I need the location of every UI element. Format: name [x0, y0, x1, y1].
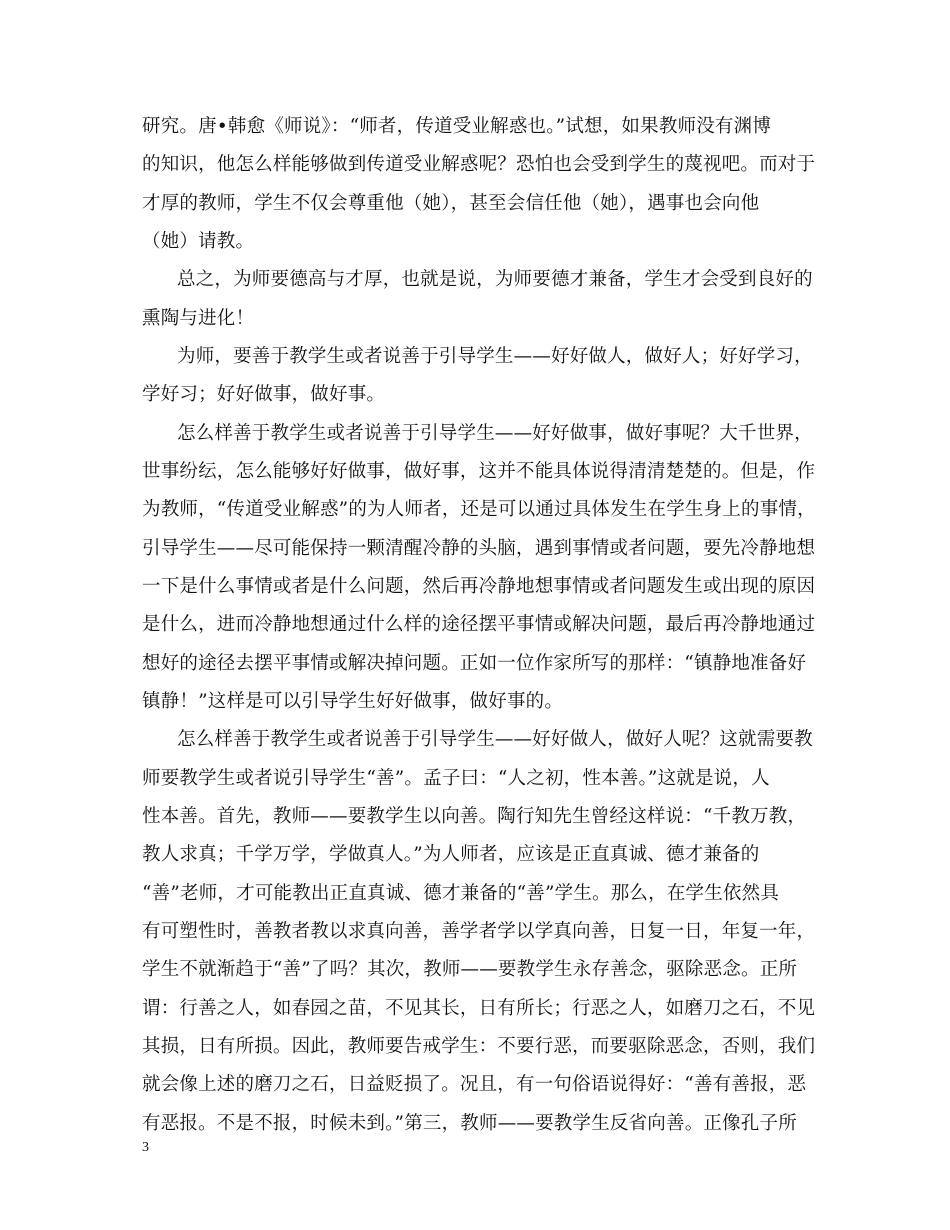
- text-line: 教人求真；千学万学，学做真人。”为人师者，应该是正直真诚、德才兼备的: [142, 844, 760, 865]
- text-line: 学生不就渐趋于“善”了吗？其次，教师——要教学生永存善念，驱除恶念。正所: [142, 959, 798, 980]
- text-line: 的知识，他怎么样能够做到传道受业解惑呢？恐怕也会受到学生的蔑视吧。而对于: [142, 154, 816, 175]
- text-line: 想好的途径去摆平事情或解决掉问题。正如一位作家所写的那样：“镇静地准备好: [142, 653, 807, 674]
- text-line: “善”老师，才可能教出正直真诚、德才兼备的“善”学生。那么，在学生依然具: [142, 883, 780, 904]
- text-line: 熏陶与进化！: [142, 308, 255, 329]
- text-line: 镇静！”这样是可以引导学生好好做事，做好事的。: [142, 691, 564, 712]
- text-line: 谓：行善之人，如春园之苗，不见其长，日有所长；行恶之人，如磨刀之石，不见: [142, 998, 816, 1019]
- text-line: 其损，日有所损。因此，教师要告戒学生：不要行恶，而要驱除恶念，否则，我们: [142, 1036, 816, 1057]
- text-line: 是什么，进而冷静地想通过什么样的途径摆平事情或解决问题，最后再冷静地通过: [142, 614, 816, 635]
- text-line: 总之，为师要德高与才厚，也就是说，为师要德才兼备，学生才会受到良好的: [177, 269, 813, 290]
- text-line: 为教师，“传道受业解惑”的为人师者，还是可以通过具体发生在学生身上的事情，: [142, 499, 816, 520]
- text-line: 为师，要善于教学生或者说善于引导学生——好好做人，做好人；好好学习，: [177, 346, 813, 367]
- text-line: 才厚的教师，学生不仅会尊重他（她），甚至会信任他（她），遇事也会向他: [142, 193, 760, 214]
- text-line: 师要教学生或者说引导学生“善”。孟子曰：“人之初，性本善。”这就是说，人: [142, 768, 770, 789]
- text-line: 研究。唐•韩愈《师说》：“师者，传道受业解惑也。”试想，如果教师没有渊博: [142, 116, 772, 137]
- text-line: 有恶报。不是不报，时候未到。”第三，教师——要教学生反省向善。正像孔子所: [142, 1113, 797, 1134]
- text-line: 性本善。首先，教师——要教学生以向善。陶行知先生曾经这样说：“千教万教，: [142, 806, 807, 827]
- text-line: 就会像上述的磨刀之石，日益贬损了。况且，有一句俗语说得好：“善有善报，恶: [142, 1074, 807, 1095]
- text-line: 怎么样善于教学生或者说善于引导学生——好好做人，做好人呢？这就需要教: [177, 729, 813, 750]
- text-line: 世事纷纭，怎么能够好好做事，做好事，这并不能具体说得清清楚楚的。但是，作: [142, 461, 816, 482]
- text-line: 学好习；好好做事，做好事。: [142, 384, 386, 405]
- text-line: （她）请教。: [142, 231, 255, 252]
- page-number: 3: [142, 1140, 149, 1155]
- text-line: 有可塑性时，善教者教以求真向善，善学者学以学真向善，日复一日，年复一年，: [142, 921, 816, 942]
- text-line: 引导学生——尽可能保持一颗清醒冷静的头脑，遇到事情或者问题，要先冷静地想: [142, 538, 816, 559]
- text-line: 怎么样善于教学生或者说善于引导学生——好好做事，做好事呢？大千世界，: [177, 423, 813, 444]
- text-line: 一下是什么事情或者是什么问题，然后再冷静地想事情或者问题发生或出现的原因: [142, 576, 816, 597]
